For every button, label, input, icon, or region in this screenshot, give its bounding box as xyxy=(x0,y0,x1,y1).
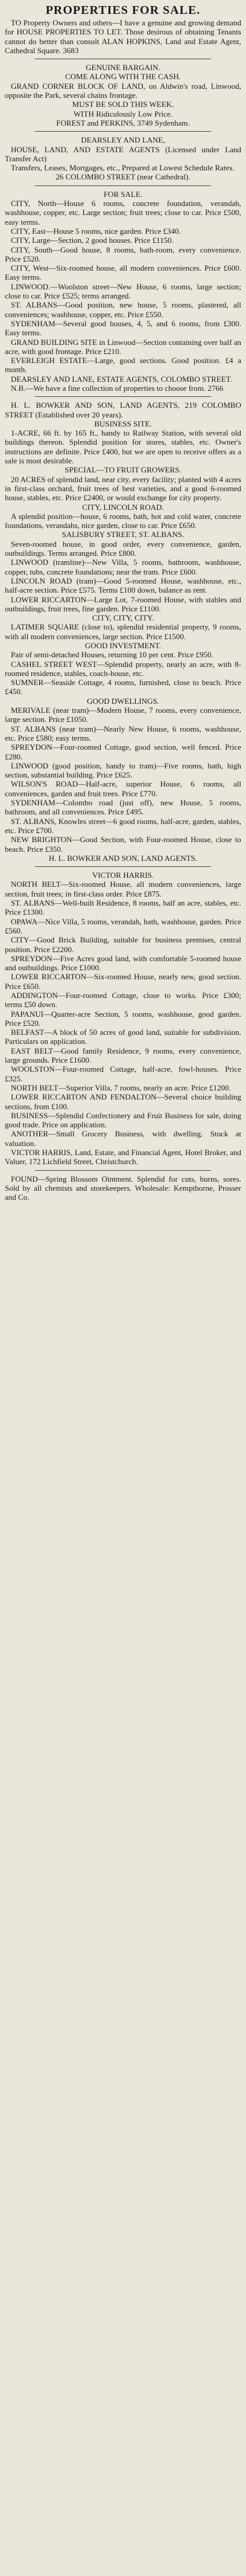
ad-text-line: BUSINESS SITE. xyxy=(94,419,152,428)
ad-text-line: DEARSLEY AND LANE, ESTATE AGENTS, COLOMBO STREET. xyxy=(11,374,232,384)
ad-text-line: ST. ALBANS—Good position, new house, 5 rooms, plastered, all conveniences; washhouse, copper, etc. Price £550. xyxy=(5,300,241,319)
ad-text-line: TO Property Owners and others—I have a genuine and growing demand for HOUSE PROPERTIES TO LET. Those desirous of obtaining Tenants cannot do better than consult ALAN HOPKINS, Land and Estate Agent, Cathedral Square. 3683 xyxy=(5,18,241,55)
ad-text-line: SYDENHAM—Several good houses, 4, 5, and 6 rooms, from £300. Easy terms. xyxy=(5,318,241,338)
ad-text-line: CITY, East—House 5 rooms, nice garden. Price £340. xyxy=(11,226,181,236)
ad-text-line: CITY, Large—Section, 2 good houses. Price £1150. xyxy=(11,236,174,245)
ad-text-line: SPREYDON—Five Acres good land, with comfortable 5-roomed house and outbuildings. Price £1000. xyxy=(5,953,241,973)
ad-text-line: BELFAST—A block of 50 acres of good land, suitable for subdivision. Particulars on application. xyxy=(5,1028,241,1046)
ad-text-line: CASHEL STREET WEST—Splendid property, nearly an acre, with 8-roomed residence, stables, coach-house, etc. xyxy=(5,659,241,678)
advertisement-block xyxy=(5,871,241,1167)
divider-rule xyxy=(35,1170,211,1171)
ad-text-line: H. L. BOWKER AND SON, LAND AGENTS. xyxy=(48,853,198,863)
newspaper-page xyxy=(5,0,241,2576)
advertisement-block xyxy=(5,1174,241,1202)
ad-text-line: OPAWA—Nice Villa, 5 rooms, verandah, bath, washhouse, garden. Price £560. xyxy=(5,916,241,935)
ad-text-line: ST. ALBANS (near tram)—Nearly New House, 6 rooms, washhouse, etc. Price £580; easy terms. xyxy=(5,724,241,742)
divider-rule xyxy=(35,185,211,186)
ad-text-line: Pair of semi-detached Houses, returning 10 per cent. Price £950. xyxy=(11,650,213,660)
ad-text-line: WILSON'S ROAD—Half-acre, superior House, 6 rooms, all conveniences, garden and fruit trees. Price £770. xyxy=(5,779,241,798)
ad-text-line: CITY—Good Brick Building, suitable for business premises, central position. Price £2200. xyxy=(5,935,241,954)
advertisement-block xyxy=(5,401,241,863)
ad-text-line: MUST BE SOLD THIS WEEK. xyxy=(72,100,174,109)
ad-text-line: LOWER RICCARTON—Six-roomed House, nearly new, good section. Price £650. xyxy=(5,972,241,991)
ad-text-line: SYDENHAM—Colombo road (just off), new House, 5 rooms, bathroom, and all conveniences. Price £495. xyxy=(5,798,241,817)
ad-text-line: GRAND CORNER BLOCK OF LAND, on Aldwin's road, Linwood, opposite the Park, several chains frontage. xyxy=(5,81,241,100)
ad-text-line: VICTOR HARRIS, Land, Estate, and Financial Agent, Hotel Broker, and Valuer, 172 Lichfield Street, Christchurch. xyxy=(5,1148,241,1167)
section-headline: PROPERTIES FOR SALE. xyxy=(45,4,201,17)
advertisement-block xyxy=(5,135,241,181)
ad-text-line: PAPANUI—Quarter-acre Section, 5 rooms, washhouse, good garden. Price £520. xyxy=(5,1009,241,1028)
divider-rule xyxy=(35,396,211,397)
ad-text-line: Transfers, Leases, Mortgages, etc., Prepared at Lowest Schedule Rates. xyxy=(11,163,235,173)
ad-text-line: VICTOR HARRIS. xyxy=(92,871,154,880)
ad-text-line: NORTH BELT—Six-roomed House, all modern conveniences, large section, fruit trees; in first-class order. Price £875. xyxy=(5,880,241,898)
ad-text-line: COME ALONG WITH THE CASH. xyxy=(65,72,181,82)
ad-text-line: LINCOLN ROAD (tram)—Good 5-roomed House, washhouse, etc., half-acre section. Price £575. Terms £100 down, balance as rent. xyxy=(5,576,241,595)
ad-text-line: SALISBURY STREET, ST. ALBANS. xyxy=(62,530,184,539)
ad-text-line: WOOLSTON—Four-roomed Cottage, half-acre, fowl-houses. Price £325. xyxy=(5,1064,241,1083)
ad-text-line: MERIVALE (near tram)—Modern House, 7 rooms, every convenience, large section. Price £1050. xyxy=(5,706,241,724)
ad-text-line: SPREYDON—Four-roomed Cottage, good section, well fenced. Price £280. xyxy=(5,742,241,761)
ad-text-line: A splendid position—house, 6 rooms, bath, hot and cold water, concrete foundations, verandahs, nice garden, close to car. Price £650. xyxy=(5,511,241,530)
ad-text-line: GOOD DWELLINGS. xyxy=(87,696,159,706)
ad-text-line: GOOD INVESTMENT. xyxy=(84,641,162,650)
ad-text-line: FOREST and PERKINS, 3749 Sydenham. xyxy=(56,118,190,127)
ad-text-line: EVERLEIGH ESTATE—Large, good sections. Good position. £4 a month. xyxy=(5,356,241,375)
ad-text-line: FOUND—Spring Blossom Ointment. Splendid for cuts, burns, sores. Sold by all chemists and storekeepers. Wholesale: Kempthorne, Prosser and Co. xyxy=(5,1174,241,1202)
ad-text-line: N.B.—We have a fine collection of properties to choose from. 2766 xyxy=(11,383,224,393)
ad-text-line: LINWOOD (good position, handy to tram)—Five rooms, bath, high section, substantial building. Price £625. xyxy=(5,761,241,780)
ad-text-line: WITH Ridiculously Low Price. xyxy=(74,109,172,118)
ad-text-line: CITY, LINCOLN ROAD. xyxy=(82,502,164,512)
ad-text-line: EAST BELT—Good family Residence, 9 rooms, every convenience, large grounds. Price £1600. xyxy=(5,1046,241,1065)
ad-text-line: 1-ACRE, 66 ft. by 165 ft., handy to Railway Station, with several old buildings thereon. Splendid position for stores, stables, etc. Owner's instructions are definite. Price £400, but we are open to receive offers as a sale is most desirable. xyxy=(5,428,241,466)
ad-text-line: GRAND BUILDING SITE in Linwood—Section containing over half an acre, with good frontage. Price £210. xyxy=(5,337,241,356)
ad-text-line: ST. ALBANS, Knowles street—6 good rooms, half-acre, garden, stables, etc. Price £700. xyxy=(5,816,241,835)
advertisement-block xyxy=(5,63,241,127)
ad-text-line: HOUSE, LAND, AND ESTATE AGENTS (Licensed under Land Transfer Act) xyxy=(5,144,241,163)
ad-text-line: DEARSLEY AND LANE, xyxy=(81,135,165,145)
ad-text-line: GENUINE BARGAIN. xyxy=(86,63,160,72)
ad-text-line: LATIMER SQUARE (close to), splendid residential property, 9 rooms, with all modern conveniences, large section. Price £1500. xyxy=(5,622,241,641)
ad-text-line: FOR SALE. xyxy=(103,189,143,199)
advertisement-block xyxy=(5,190,241,393)
ad-text-line: LINWOOD (tramline)—New Villa, 5 rooms, bathroom, washhouse, copper, tubs, concrete foundations; near the tram. Price £600. xyxy=(5,558,241,576)
ad-text-line: Seven-roomed house, in good order, every convenience, garden, outbuildings. Terms arranged. Price £800. xyxy=(5,539,241,558)
ad-text-line: NORTH BELT—Superior Villa, 7 rooms, nearly an acre. Price £1200. xyxy=(11,1083,231,1092)
ad-text-line: NEW BRIGHTON—Good Section, with Four-roomed House, close to beach. Price £350. xyxy=(5,835,241,854)
ad-text-line: ANOTHER—Small Grocery Business, with dwelling. Stock at valuation. xyxy=(5,1129,241,1148)
divider-rule xyxy=(35,866,211,867)
ad-text-line: CITY, West—Six-roomed house, all modern conveniences. Price £600. Easy terms. xyxy=(5,263,241,282)
ad-text-line: 26 COLOMBO STREET (near Cathedral). xyxy=(55,172,191,182)
ad-text-line: H. L. BOWKER AND SON, LAND AGENTS, 219 COLOMBO STREET (Established over 20 years). xyxy=(5,401,241,419)
ad-text-line: BUSINESS—Splendid Confectionery and Fruit Business for sale, doing good trade. Price on application. xyxy=(5,1110,241,1130)
ad-text-line: CITY, South—Good house, 8 rooms, bath-room, every convenience. Price £520. xyxy=(5,245,241,263)
ad-text-line: SUMNER—Seaside Cottage, 4 rooms, furnished, close to beach. Price £450. xyxy=(5,678,241,697)
ad-text-line: CITY, North—House 6 rooms, concrete foundation, verandah, washhouse, copper, etc. Large section; fruit trees; close to car. Price £500, easy terms. xyxy=(5,199,241,227)
ad-text-line: 20 ACRES of splendid land, near city, every facility; planted with 4 acres in first-class orchard, fruit trees of best varieties, and a good 6-roomed house, stables, etc. Price £2400, or would exchange for city property. xyxy=(5,474,241,503)
ad-text-line: SPECIAL—TO FRUIT GROWERS. xyxy=(65,465,181,475)
divider-rule xyxy=(35,131,211,132)
advertisement-block xyxy=(5,18,241,55)
ad-text-line: ADDINGTON—Four-roomed Cottage, close to works. Price £300; terms £50 down. xyxy=(5,990,241,1009)
ad-text-line: LOWER RICCARTON—Large Lot, 7-roomed House, with stables and outbuildings, fruit trees, fine garden. Price £1100. xyxy=(5,594,241,613)
advertisements-column xyxy=(5,18,241,1202)
ad-text-line: CITY, CITY, CITY. xyxy=(92,613,154,623)
ad-text-line: LOWER RICCARTON AND FENDALTON—Several choice building sections, from £100. xyxy=(5,1092,241,1111)
ad-text-line: ST. ALBANS—Well-built Residence, 8 rooms, half an acre, stables, etc. Price £1300. xyxy=(5,898,241,917)
ad-text-line: LINWOOD.—Woolston street—New House, 6 rooms, large section; close to car. Price £525; terms arranged. xyxy=(5,282,241,301)
